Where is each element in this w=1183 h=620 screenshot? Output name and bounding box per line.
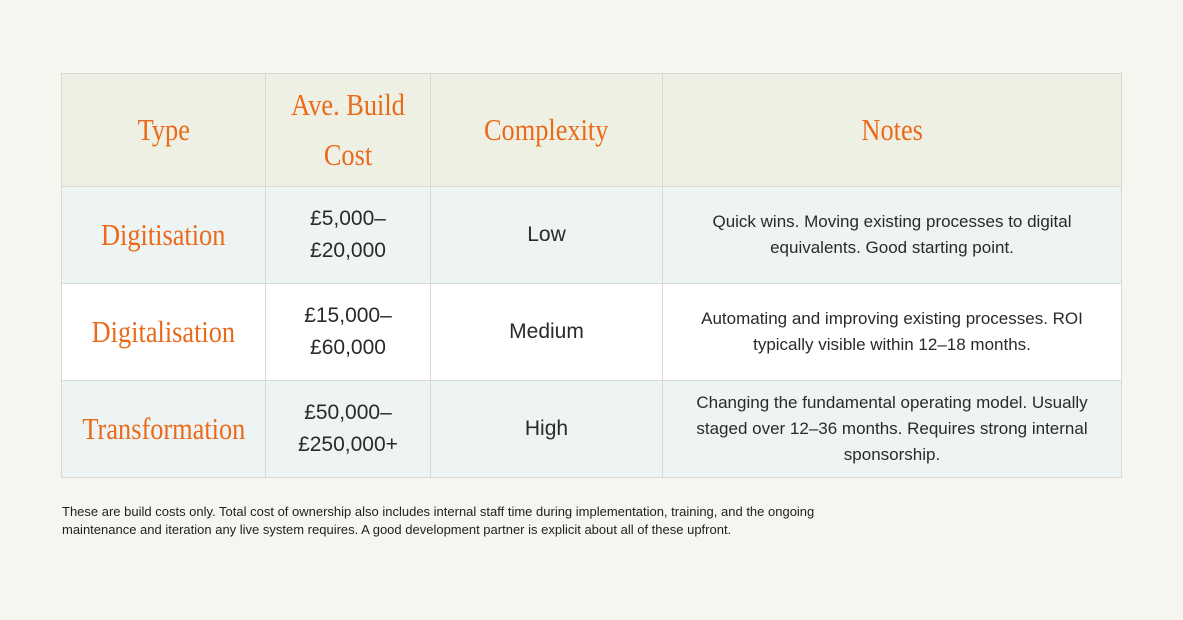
- cost-cell: [265, 187, 430, 283]
- notes-cell: [662, 187, 1121, 283]
- row-complexity: Medium: [509, 320, 584, 343]
- row-type: Digitalisation: [91, 314, 236, 349]
- complexity-cell: [430, 381, 662, 477]
- cost-range-from: £50,000–: [304, 401, 392, 424]
- table-row: [62, 186, 1121, 283]
- table-row: [62, 283, 1121, 380]
- notes-cell: [662, 284, 1121, 380]
- header-notes: Notes: [861, 112, 923, 147]
- row-notes: Changing the fundamental operating model. Usually staged over 12–36 months. Requires strong internal sponsorship.: [696, 393, 1088, 464]
- header-cost: Ave. Build Cost: [291, 87, 405, 172]
- row-notes: Quick wins. Moving existing processes to digital equivalents. Good starting point.: [712, 212, 1072, 257]
- row-complexity: High: [524, 417, 569, 440]
- header-notes-cell: [662, 74, 1121, 186]
- complexity-cell: [430, 187, 662, 283]
- cost-range-to: £20,000: [310, 239, 386, 262]
- row-cost: [298, 397, 398, 461]
- cost-range-from: £15,000–: [304, 304, 392, 327]
- row-cost: [310, 203, 386, 267]
- cost-cell: [265, 381, 430, 477]
- header-cost-cell: [265, 74, 430, 186]
- cost-range-from: £5,000–: [310, 207, 386, 230]
- type-cell: [62, 284, 265, 380]
- row-type: Transformation: [82, 411, 245, 446]
- cost-range-to: £250,000+: [298, 433, 398, 456]
- table-header-row: [62, 74, 1121, 186]
- header-complexity: Complexity: [484, 112, 609, 147]
- cost-cell: [265, 284, 430, 380]
- header-type: Type: [137, 112, 190, 147]
- row-complexity: Low: [527, 223, 566, 246]
- row-cost: [304, 300, 392, 364]
- type-cell: [62, 381, 265, 477]
- cost-range-to: £60,000: [310, 336, 386, 359]
- table-row: [62, 380, 1121, 477]
- notes-cell: [662, 381, 1121, 477]
- footnote: These are build costs only. Total cost of ownership also includes internal staff time during implementation, training, and the ongoing maintenance and iteration any live system requires. A good development partner is explicit about all of these upfront.: [62, 504, 815, 537]
- cost-table: [61, 73, 1122, 478]
- complexity-cell: [430, 284, 662, 380]
- header-complexity-cell: [430, 74, 662, 186]
- row-notes: Automating and improving existing processes. ROI typically visible within 12–18 months.: [701, 309, 1083, 354]
- row-type: Digitisation: [101, 217, 226, 252]
- type-cell: [62, 187, 265, 283]
- header-type-cell: [62, 74, 265, 186]
